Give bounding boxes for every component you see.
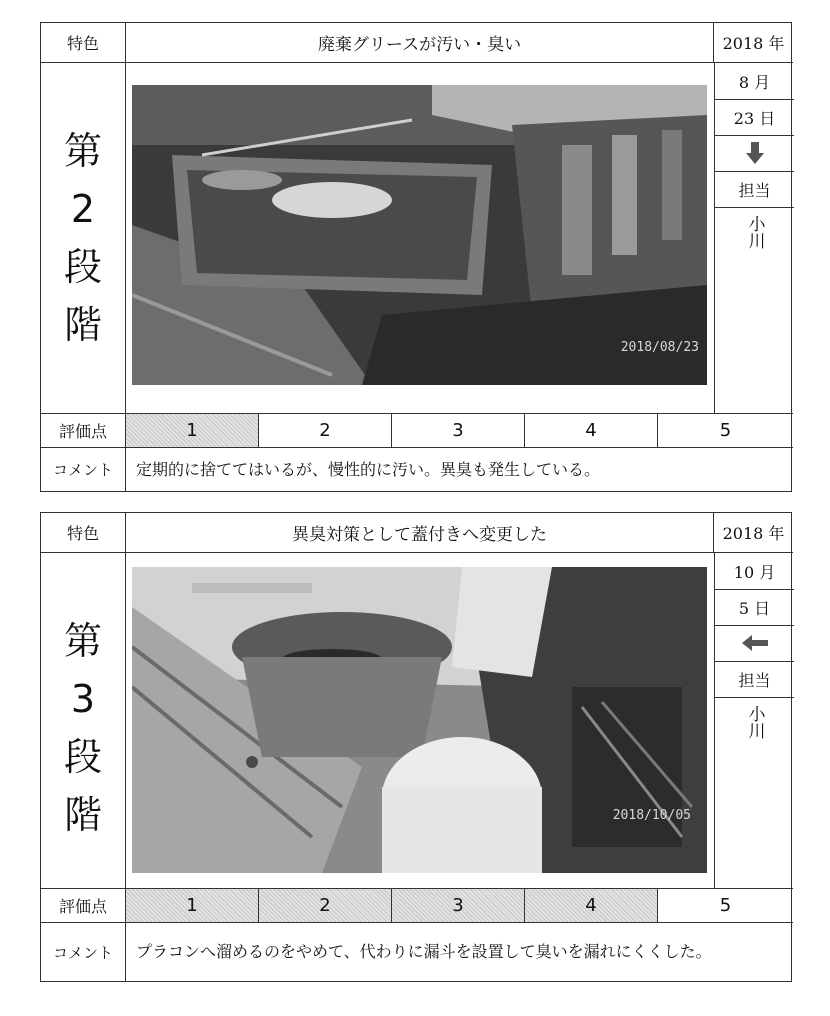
left-arrow-icon — [715, 625, 794, 662]
photo-date-stamp: 2018/08/23 — [620, 340, 699, 355]
evaluation-card-stage-3 — [40, 512, 792, 982]
comment-text: プラコンへ溜めるのをやめて、代わりに漏斗を設置して臭いを漏れにくくした。 — [136, 942, 712, 961]
rating-label: 評価点 — [41, 889, 126, 922]
stage-char: 階 — [63, 793, 102, 837]
photo-date-stamp: 2018/10/05 — [612, 808, 691, 823]
photo-funnel-bucket — [132, 567, 707, 873]
comment-row — [41, 448, 793, 491]
evaluation-card-stage-2 — [40, 22, 792, 492]
rating-option-4[interactable]: 4 — [525, 414, 658, 447]
comment-text: 定期的に捨ててはいるが、慢性的に汚い。異臭も発生している。 — [136, 459, 601, 479]
month-label: 10 月 — [715, 553, 794, 590]
rating-option-3[interactable]: 3 — [392, 889, 525, 922]
feature-label: 特色 — [41, 23, 126, 63]
rating-option-1[interactable]: 1 — [126, 414, 259, 447]
month-label: 8 月 — [715, 63, 794, 100]
card-title: 異臭対策として蓋付きへ変更した — [126, 513, 714, 553]
comment-row — [41, 923, 793, 981]
stage-char: 段 — [63, 735, 102, 779]
down-arrow-icon — [715, 135, 794, 172]
rating-option-5[interactable]: 5 — [719, 420, 732, 441]
year-label: 2018 年 — [714, 513, 793, 553]
comment-label: コメント — [41, 448, 126, 491]
rating-row — [41, 888, 793, 923]
stage-number: 3 — [70, 677, 96, 721]
stage-char: 第 — [63, 129, 102, 173]
feature-label: 特色 — [41, 513, 126, 553]
stage-char: 段 — [63, 245, 102, 289]
person-name — [715, 215, 794, 254]
stage-char: 第 — [63, 619, 102, 663]
date-column — [714, 63, 793, 413]
day-label: 5 日 — [715, 589, 794, 626]
person-label: 担当 — [715, 661, 794, 698]
person-name-text: 小川 — [744, 215, 765, 249]
date-column — [714, 553, 793, 888]
person-name — [715, 705, 794, 744]
comment-label: コメント — [41, 923, 126, 981]
rating-option-1[interactable]: 1 — [126, 889, 259, 922]
rating-label: 評価点 — [41, 414, 126, 447]
day-label: 23 日 — [715, 99, 794, 136]
rating-option-4[interactable]: 4 — [525, 889, 658, 922]
year-label: 2018 年 — [714, 23, 793, 63]
stage-char: 階 — [63, 303, 102, 347]
card-title: 廃棄グリースが汚い・臭い — [126, 23, 714, 63]
rating-option-3[interactable]: 3 — [392, 414, 525, 447]
stage-label — [41, 553, 126, 903]
rating-option-2[interactable]: 2 — [259, 889, 392, 922]
rating-option-5[interactable]: 5 — [719, 895, 732, 916]
photo-grease-tray — [132, 85, 707, 385]
rating-option-2[interactable]: 2 — [259, 414, 392, 447]
person-name-text: 小川 — [744, 705, 765, 739]
person-label: 担当 — [715, 171, 794, 208]
stage-number: 2 — [70, 187, 96, 231]
stage-label — [41, 63, 126, 413]
rating-row — [41, 413, 793, 448]
